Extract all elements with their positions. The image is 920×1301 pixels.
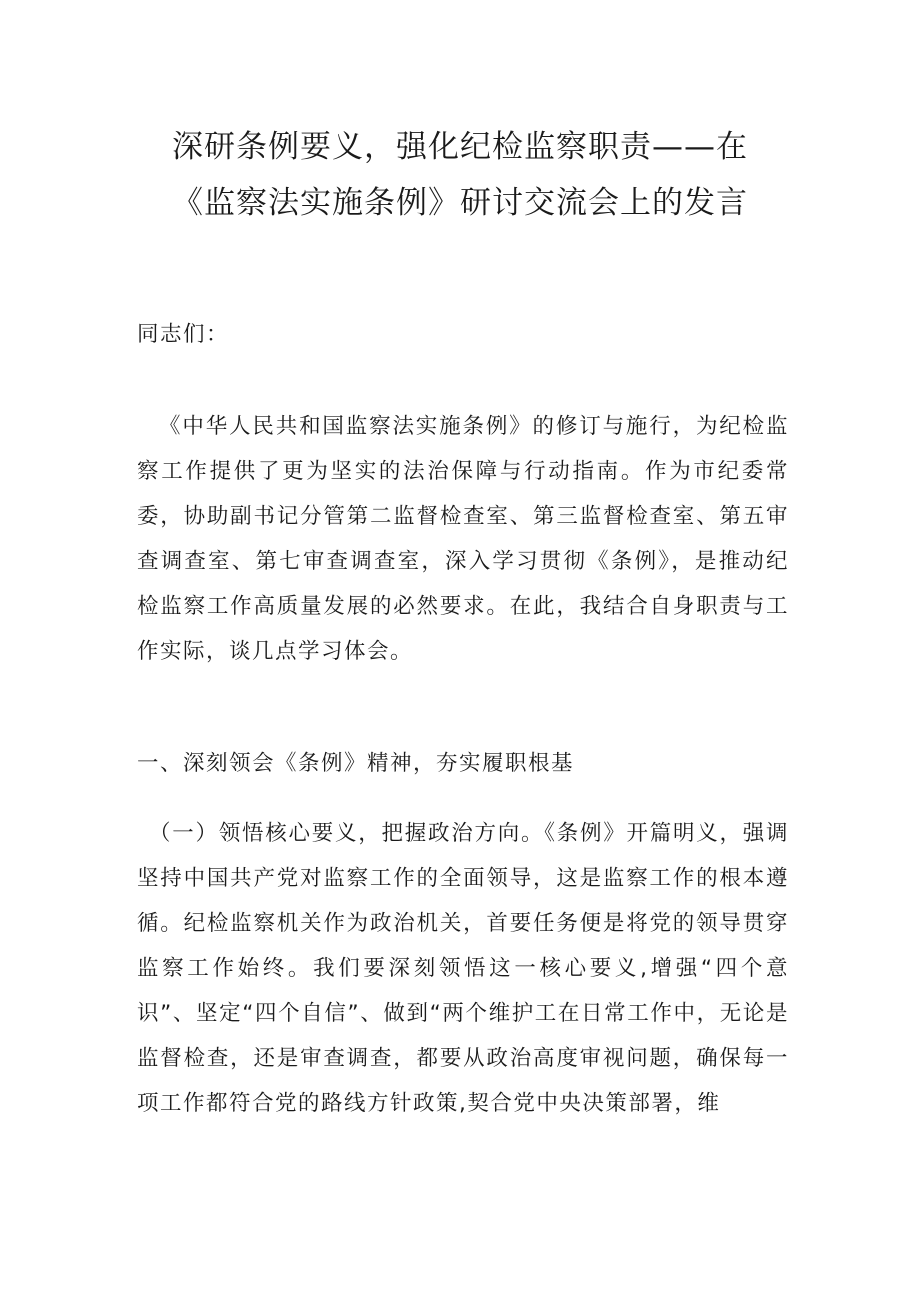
paragraph-section-1-1: （一）领悟核心要义，把握政治方向。《条例》开篇明义，强调坚持中国共产党对监察工作的全面领导，这是监察工作的根本遵循。纪检监察机关作为政治机关，首要任务便是将党的领导贯穿监察工作始终。我们要深刻领悟这一核心要义,增强“四个意识”、坚定“四个自信”、做到“两个维护工在日常工作中，无论是监督检查，还是审查调查，都要从政治高度审视问题，确保每一项工作都符合党的路线方针政策,契合党中央决策部署，维 xyxy=(137,821,789,1116)
greeting: 同志们： xyxy=(137,322,230,347)
section-heading-1: 一、深刻领会《条例》精神，夯实履职根基 xyxy=(137,751,575,776)
document-title-line-2: 《监察法实施条例》研讨交流会上的发言 xyxy=(172,185,748,221)
document-title-line-1: 深研条例要义，强化纪检监察职责——在 xyxy=(172,129,748,165)
paragraph-intro: 《中华人民共和国监察法实施条例》的修订与施行，为纪检监察工作提供了更为坚实的法治保障与行动指南。作为市纪委常委，协助副书记分管第二监督检查室、第三监督检查室、第五审查调查室、第七审查调查室，深入学习贯彻《条例》，是推动纪检监察工作高质量发展的必然要求。在此，我结合自身职责与工作实际，谈几点学习体会。 xyxy=(137,414,789,664)
